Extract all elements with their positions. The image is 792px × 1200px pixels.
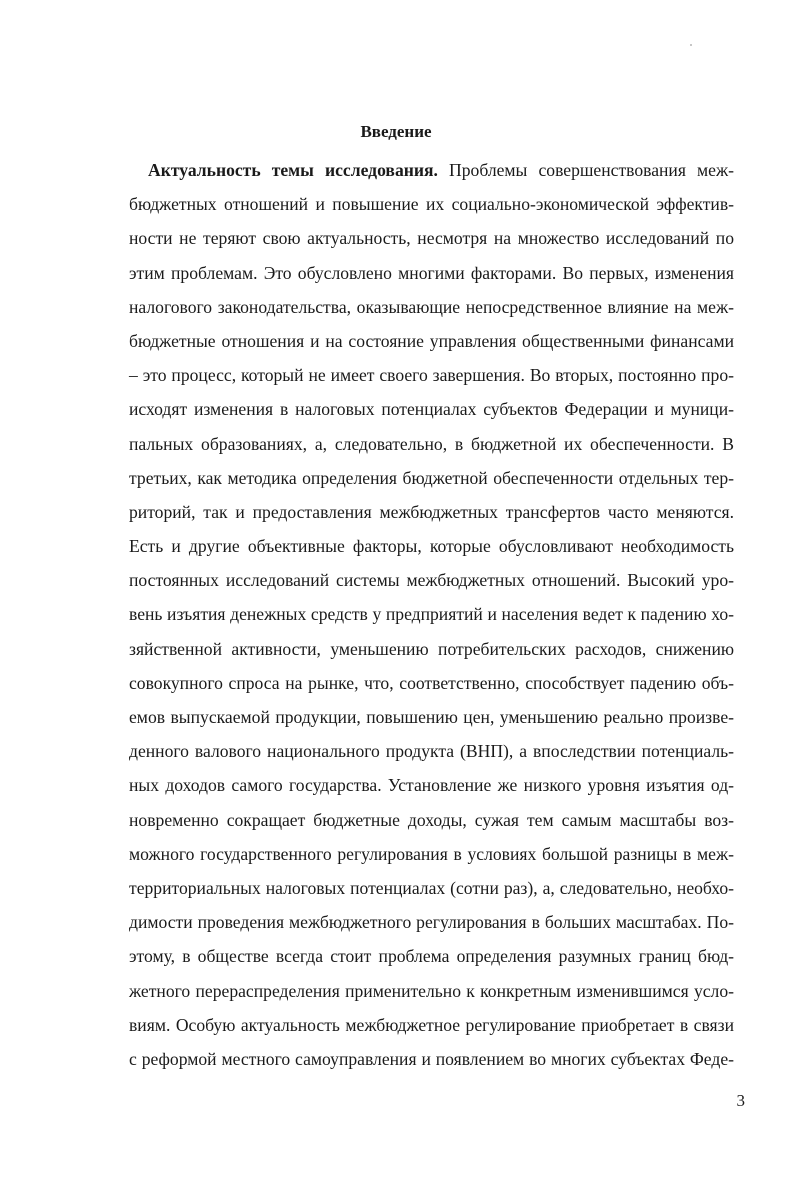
- text-line: совокупного спроса на рынке, что, соответственно, способствует падению объ-: [129, 672, 734, 693]
- text-line: исходят изменения в налоговых потенциалах субъектов Федерации и муници-: [129, 399, 734, 420]
- text-line: ных доходов самого государства. Установление же низкого уровня изъятия од-: [129, 775, 734, 796]
- section-heading: Введение: [360, 122, 432, 141]
- body-paragraph: [129, 153, 734, 1076]
- first-line-text: Проблемы совершенствования меж-: [437, 160, 734, 180]
- text-line: этим проблемам. Это обусловлено многими факторами. Во первых, изменения: [129, 262, 734, 283]
- text-line: этому, в обществе всегда стоит проблема определения разумных границ бюд-: [129, 946, 734, 967]
- text-line: с реформой местного самоуправления и появлением во многих субъектах Феде-: [129, 1048, 734, 1069]
- text-line: зяйственной активности, уменьшению потребительских расходов, снижению: [129, 638, 734, 659]
- text-line: Есть и другие объективные факторы, которые обусловливают необходимость: [129, 536, 734, 557]
- text-line: налогового законодательства, оказывающие непосредственное влияние на меж-: [129, 296, 734, 317]
- text-line: бюджетных отношений и повышение их социально-экономической эффектив-: [129, 194, 734, 215]
- text-line: денного валового национального продукта (ВНП), а впоследствии потенциаль-: [129, 741, 734, 762]
- paragraph-first-line: [129, 153, 734, 187]
- text-line: риторий, так и предоставления межбюджетных трансфертов часто меняются.: [129, 501, 734, 522]
- text-line: ности не теряют свою актуальность, несмотря на множество исследований по: [129, 228, 734, 249]
- text-line: жетного перераспределения применительно к конкретным изменившимся усло-: [129, 980, 734, 1001]
- text-line: можного государственного регулирования в условиях большой разницы в меж-: [129, 843, 734, 864]
- text-line: – это процесс, который не имеет своего завершения. Во вторых, постоянно про-: [129, 365, 734, 386]
- text-line: вень изъятия денежных средств у предприятий и населения ведет к падению хо-: [129, 604, 734, 625]
- text-line: территориальных налоговых потенциалах (сотни раз), а, следовательно, необхо-: [129, 877, 734, 898]
- text-line: емов выпускаемой продукции, повышению цен, уменьшению реально произве-: [129, 707, 734, 727]
- text-line: виям. Особую актуальность межбюджетное регулирование приобретает в связи: [129, 1014, 734, 1035]
- page-number: 3: [736, 1091, 745, 1110]
- text-line: третьих, как методика определения бюджетной обеспеченности отдельных тер-: [129, 467, 734, 488]
- scan-speck: [690, 44, 692, 46]
- text-line: пальных образованиях, а, следовательно, в бюджетной их обеспеченности. В: [129, 433, 734, 454]
- text-line: бюджетные отношения и на состояние управления общественными финансами: [129, 330, 734, 351]
- text-line: постоянных исследований системы межбюджетных отношений. Высокий уро-: [129, 570, 734, 591]
- text-line: димости проведения межбюджетного регулирования в больших масштабах. По-: [129, 912, 734, 933]
- lead-phrase: Актуальность темы исследования.: [148, 160, 438, 180]
- text-line: новременно сокращает бюджетные доходы, сужая тем самым масштабы воз-: [129, 809, 734, 830]
